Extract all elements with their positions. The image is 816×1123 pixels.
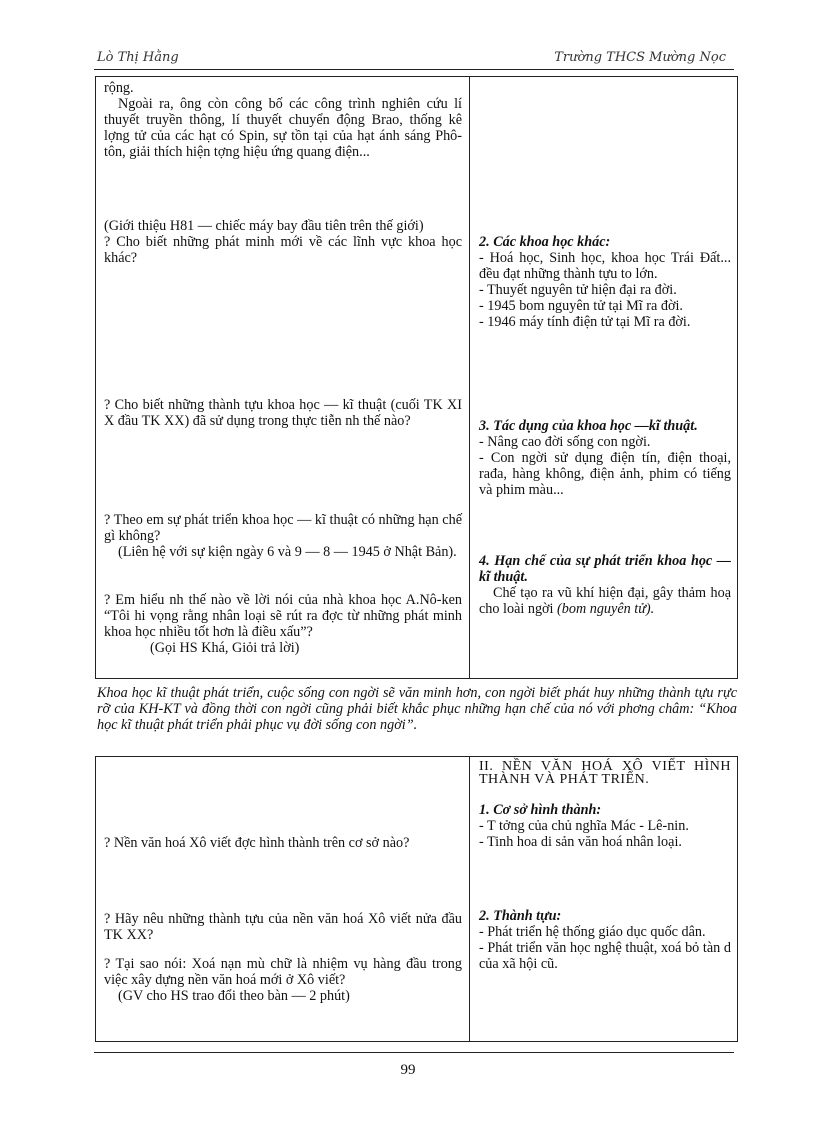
column-divider — [469, 77, 470, 678]
question-limitations: ? Theo em sự phát triển khoa học — kĩ thuật có những hạn chế gì không? — [104, 512, 462, 544]
header-author: Lò Thị Hằng — [97, 50, 179, 65]
header-school: Trường THCS Mường Nọc — [554, 50, 726, 65]
header-rule — [94, 69, 734, 70]
question-literacy: ? Tại sao nói: Xoá nạn mù chữ là nhiệm vụ hàng đầu trong việc xây dựng nền văn hoá mới ở Xô viết? — [104, 956, 462, 988]
pair-discussion-note: (GV cho HS trao đổi theo bàn — 2 phút) — [118, 988, 350, 1004]
footer-rule — [94, 1052, 734, 1053]
bullet: - T tởng của chủ nghĩa Mác - Lê-nin. — [479, 818, 689, 834]
lesson-table-1 — [95, 76, 738, 679]
right-section-2 — [479, 234, 731, 330]
left-text-4 — [104, 512, 462, 560]
section-heading-culture — [479, 760, 731, 786]
left-text-5 — [104, 592, 462, 656]
bullet: - Tinh hoa di sản văn hoá nhân loại. — [479, 834, 682, 850]
question-achievements: ? Hãy nêu những thành tựu của nền văn hoá Xô viết nửa đầu TK XX? — [104, 911, 462, 943]
column-divider — [469, 757, 470, 1041]
page-number: 99 — [400, 1062, 416, 1078]
bullet: - Nâng cao đời sống con ngời. — [479, 434, 651, 450]
section-title: II. NỀN VĂN HOÁ XÔ VIẾT HÌNH THÀNH VÀ PHÁT TRIỂN. — [479, 759, 731, 787]
heading-achievements: 2. Thành tựu: — [479, 908, 562, 924]
left-text-3 — [104, 397, 462, 429]
heading-effects: 3. Tác dụng của khoa học —kĩ thuật. — [479, 418, 698, 434]
left-question-1 — [104, 835, 462, 851]
heading-other-sciences: 2. Các khoa học khác: — [479, 234, 611, 250]
hiroshima-note: (Liên hệ với sự kiện ngày 6 và 9 — 8 — 1945 ở Nhật Bản). — [118, 544, 457, 560]
question-other-sciences: ? Cho biết những phát minh mới về các lĩnh vực khoa học khác? — [104, 234, 462, 266]
question-applications: ? Cho biết những thành tựu khoa học — kĩ thuật (cuối TK XI X đầu TK XX) đã sử dụng trong thực tiễn nh thế nào? — [104, 397, 462, 429]
left-question-2 — [104, 911, 462, 943]
left-text-2 — [104, 218, 462, 266]
left-text-1 — [104, 80, 462, 160]
right-section-achievements — [479, 908, 731, 972]
bullet: - Con ngời sử dụng điện tín, điện thoại, rađa, hàng không, điện ảnh, phim có tiếng và phim màu... — [479, 450, 731, 498]
right-section-3 — [479, 418, 731, 498]
summary-note — [97, 685, 737, 733]
right-section-foundation — [479, 802, 731, 850]
bullet: - Thuyết nguyên tử hiện đại ra đời. — [479, 282, 677, 298]
heading-foundation: 1. Cơ sở hình thành: — [479, 802, 602, 818]
left-question-3 — [104, 956, 462, 1004]
heading-limitations: 4. Hạn chế của sự phát triển khoa học —kĩ thuật. — [479, 553, 731, 585]
question-nobel-quote: ? Em hiểu nh thế nào về lời nói của nhà khoa học A.Nô-ken “Tôi hi vọng rằng nhân loại sẽ rút ra đợc từ những phát minh khoa học nhiều tốt hơn là điều xấu”? — [104, 592, 462, 640]
bullet: - 1946 máy tính điện tử tại Mĩ ra đời. — [479, 314, 691, 330]
right-section-4 — [479, 553, 731, 617]
summary-text: Khoa học kĩ thuật phát triển, cuộc sống con ngời sẽ văn minh hơn, con ngời biết phát huy những thành tựu rực rỡ của KH-KT và đồng thời con ngời cũng phải biết khắc phục những hạn chế của nó với phơng châm: “Khoa học kĩ thuật phát triển phải phục vụ đời sống con ngời”. — [97, 685, 737, 733]
limitation-text: Chế tạo ra vũ khí hiện đại, gây thảm hoạ cho loài ngời — [479, 585, 731, 617]
figure-intro-text: (Giới thiệu H81 — chiếc máy bay đầu tiên trên thế giới) — [104, 218, 424, 234]
continuation-text: rộng. — [104, 80, 134, 96]
bullet: - 1945 bom nguyên tử tại Mĩ ra đời. — [479, 298, 683, 314]
lesson-table-2 — [95, 756, 738, 1042]
bullet: - Phát triển văn học nghệ thuật, xoá bỏ tàn d của xã hội cũ. — [479, 940, 731, 972]
bullet: - Phát triển hệ thống giáo dục quốc dân. — [479, 924, 706, 940]
einstein-research-text: Ngoài ra, ông còn công bố các công trình nghiên cứu lí thuyết truyền thông, lí thuyết chuyển động Brao, thống kê lợng tử của các hạt có Spin, sự tồn tại của hạt ánh sáng Phô-tôn, giải thích hiện tợng hiệu ứng quang điện... — [104, 96, 462, 160]
question-foundation: ? Nền văn hoá Xô viết đợc hình thành trên cơ sở nào? — [104, 835, 410, 851]
atomic-bomb-text: (bom nguyên tử). — [557, 601, 655, 617]
teacher-note: (Gọi HS Khá, Giỏi trả lời) — [150, 640, 300, 656]
bullet: - Hoá học, Sinh học, khoa học Trái Đất... đều đạt những thành tựu to lớn. — [479, 250, 731, 282]
